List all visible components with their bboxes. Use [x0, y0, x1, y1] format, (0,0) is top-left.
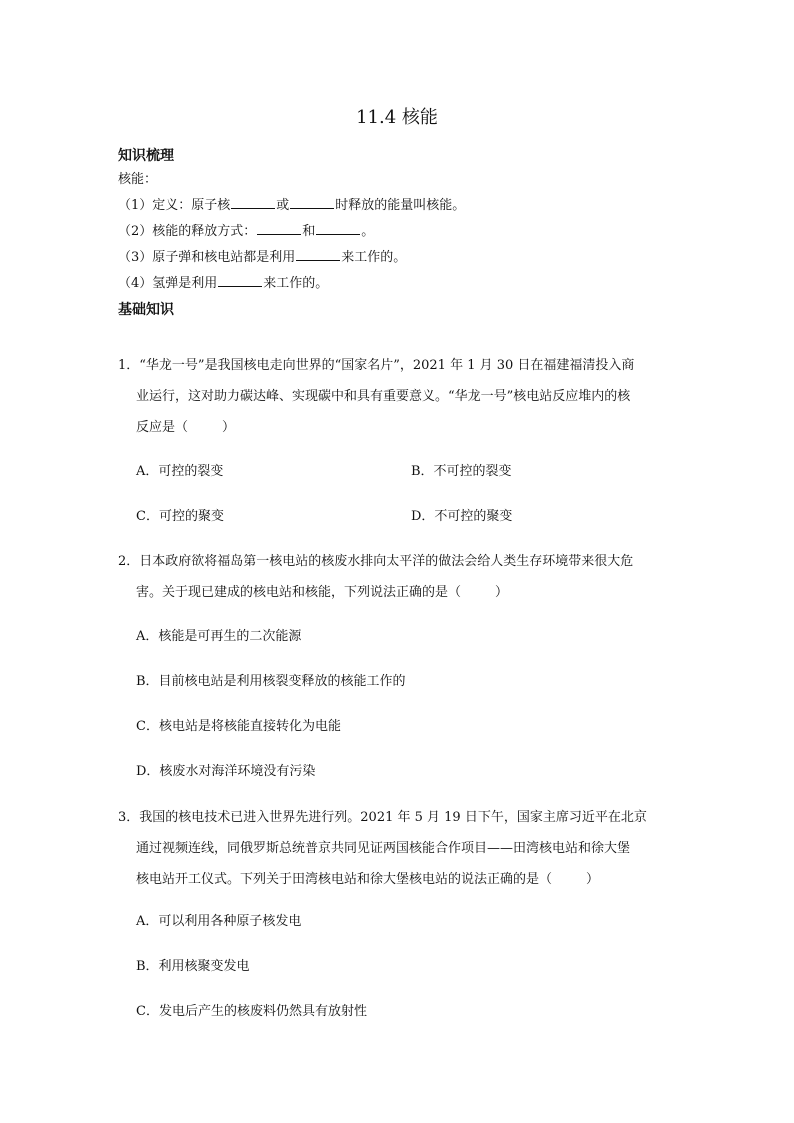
- question-1: [118, 350, 678, 443]
- answer-blank: [231, 196, 275, 209]
- option-2-b[interactable]: B．目前核电站是利用核裂变释放的核能工作的: [136, 674, 406, 689]
- question-number: 2．: [118, 554, 140, 569]
- review-item-1: [118, 196, 465, 216]
- review-item-text: （2）核能的释放方式：: [118, 224, 257, 239]
- option-1-c[interactable]: C．可控的聚变: [136, 509, 224, 524]
- question-number: 3．: [118, 810, 140, 825]
- answer-blank: [257, 222, 301, 235]
- review-item-text: （3）原子弹和核电站都是利用: [118, 250, 296, 265]
- question-stem-text: 核电站开工仪式。下列关于田湾核电站和徐大堡核电站的说法正确的是（: [136, 872, 553, 887]
- review-item-4: [118, 274, 328, 294]
- question-stem-line: [118, 350, 678, 381]
- option-1-a[interactable]: A．可控的裂变: [136, 464, 224, 479]
- option-1-b[interactable]: B．不可控的裂变: [411, 464, 512, 479]
- option-1-d[interactable]: D．不可控的聚变: [411, 509, 513, 524]
- review-item-3: [118, 248, 406, 268]
- review-intro: 核能：: [118, 172, 158, 187]
- answer-blank: [218, 274, 262, 287]
- review-item-text: 和: [302, 224, 316, 239]
- question-stem-line: [118, 577, 678, 608]
- option-3-a[interactable]: A．可以利用各种原子核发电: [136, 914, 302, 929]
- review-item-text: 时释放的能量叫核能。: [335, 198, 466, 213]
- section-heading-knowledge-review: 知识梳理: [118, 148, 174, 164]
- question-stem-text: ）: [586, 872, 600, 887]
- review-item-text: 来工作的。: [341, 250, 407, 265]
- question-stem-text: 反应是（: [136, 420, 189, 435]
- question-stem-line: [118, 546, 678, 577]
- review-item-2: [118, 222, 374, 242]
- question-stem-text: “华龙一号”是我国核电走向世界的“国家名片”，2021 年 1 月 30 日在福建福清投入商: [139, 358, 635, 373]
- page-title: 11.4 核能: [356, 107, 438, 128]
- review-item-text: （4）氢弹是利用: [118, 276, 218, 291]
- question-stem-text: 我国的核电技术已进入世界先进行列。2021 年 5 月 19 日下午，国家主席习近平在北京: [139, 810, 647, 825]
- question-stem-line: [118, 864, 678, 895]
- question-stem-text: ）: [222, 420, 236, 435]
- option-2-c[interactable]: C．核电站是将核能直接转化为电能: [136, 719, 341, 734]
- option-2-a[interactable]: A．核能是可再生的二次能源: [136, 629, 302, 644]
- question-stem-line: [118, 412, 678, 443]
- review-item-text: 来工作的。: [263, 276, 329, 291]
- review-item-text: 。: [361, 224, 375, 239]
- question-stem-text: ）: [495, 585, 509, 600]
- question-stem-line: 通过视频连线，同俄罗斯总统普京共同见证两国核能合作项目——田湾核电站和徐大堡: [136, 841, 631, 856]
- review-item-text: （1）定义：原子核: [118, 198, 231, 213]
- option-3-b[interactable]: B．利用核聚变发电: [136, 959, 250, 974]
- option-3-c[interactable]: C．发电后产生的核废料仍然具有放射性: [136, 1004, 367, 1019]
- question-stem-text: 日本政府欲将福岛第一核电站的核废水排向太平洋的做法会给人类生存环境带来很大危: [139, 554, 634, 569]
- question-3: [118, 802, 678, 895]
- answer-blank: [316, 222, 360, 235]
- question-stem-text: 害。关于现已建成的核电站和核能，下列说法正确的是（: [136, 585, 462, 600]
- question-2: [118, 546, 678, 608]
- section-heading-basic-knowledge: 基础知识: [118, 302, 174, 318]
- review-item-text: 或: [276, 198, 290, 213]
- question-stem-line: 业运行，这对助力碳达峰、实现碳中和具有重要意义。“华龙一号”核电站反应堆内的核: [136, 389, 631, 404]
- option-2-d[interactable]: D．核废水对海洋环境没有污染: [136, 764, 316, 779]
- question-number: 1．: [118, 358, 140, 373]
- answer-blank: [296, 248, 340, 261]
- answer-blank: [290, 196, 334, 209]
- question-stem-line: [118, 802, 678, 833]
